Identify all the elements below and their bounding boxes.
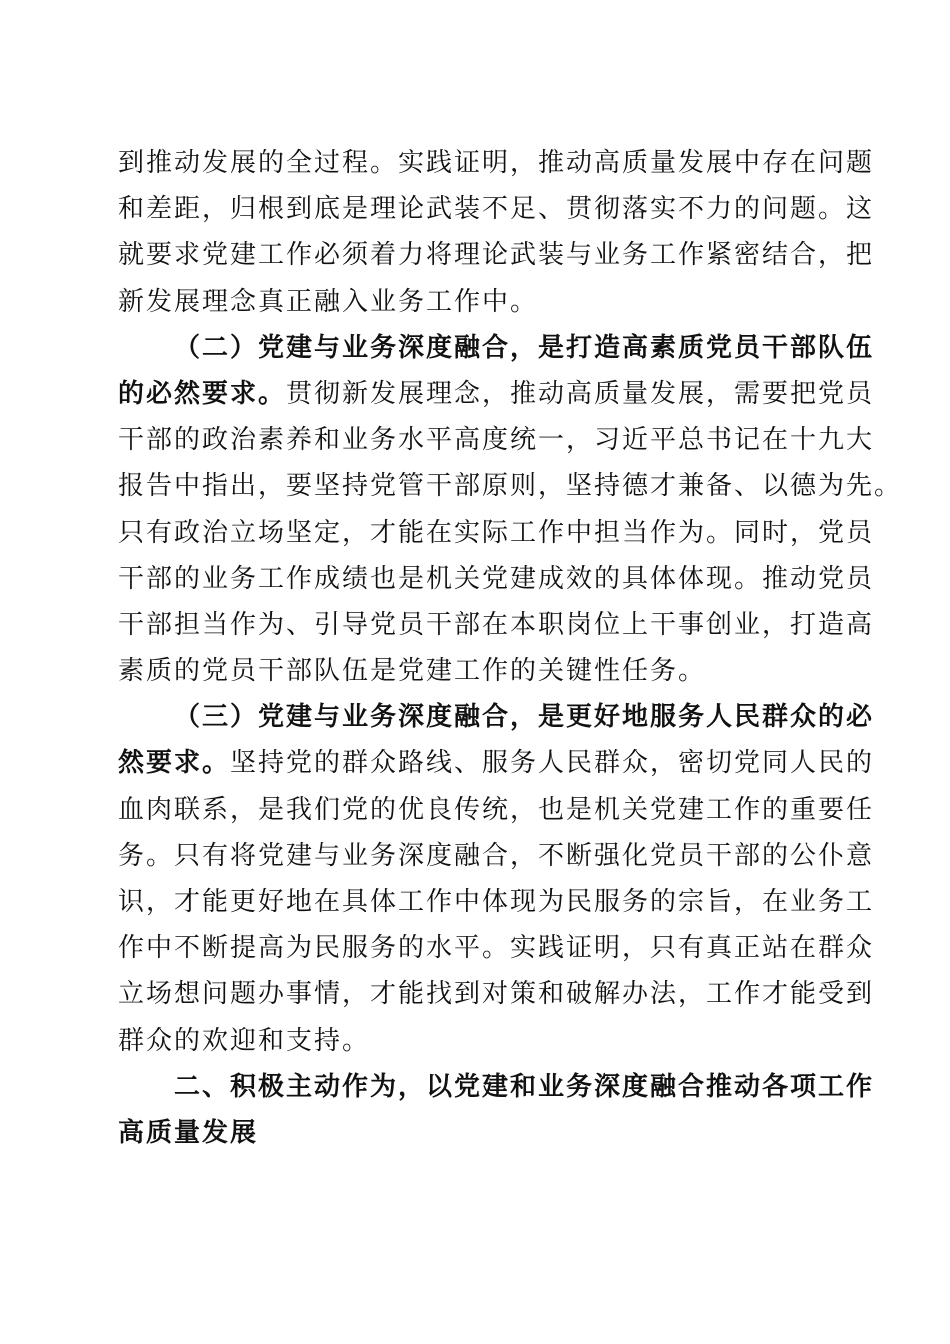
- paragraph-2-line-7: 干部担当作为、引导党员干部在本职岗位上干事创业，打造高: [118, 609, 875, 640]
- paragraph-3-line-5: 识，才能更好地在具体工作中体现为民服务的宗旨，在业务工: [118, 887, 875, 917]
- paragraph-3-line-6: 作中不断提高为民服务的水平。实践证明，只有真正站在群众: [118, 933, 875, 964]
- paragraph-3-heading-end: 然要求。: [118, 748, 231, 779]
- paragraph-2-line-2: [118, 371, 875, 417]
- paragraph-3-line-3: 血肉联系，是我们党的优良传统，也是机关党建工作的重要任: [118, 794, 875, 825]
- paragraph-1-line-1: 到推动发展的全过程。实践证明，推动高质量发展中存在问题: [118, 148, 875, 178]
- paragraph-3-line-2: [118, 740, 875, 786]
- paragraph-1-line-2: 和差距，归根到底是理论武装不足、贯彻落实不力的问题。这: [118, 194, 875, 225]
- paragraph-1-line-3: 就要求党建工作必须着力将理论武装与业务工作紧密结合，把: [118, 240, 875, 271]
- paragraph-3-line-8: 群众的欢迎和支持。: [118, 1025, 371, 1056]
- section-heading-line-2: 高质量发展: [118, 1117, 259, 1148]
- paragraph-2-line-4: 报告中指出，要坚持党管干部原则，坚持德才兼备、以德为先。: [118, 471, 903, 502]
- paragraph-2-line-6: 干部的业务工作成绩也是机关党建成效的具体体现。推动党员: [118, 563, 875, 594]
- paragraph-3-line-7: 立场想问题办事情，才能找到对策和破解办法，工作才能受到: [118, 979, 875, 1010]
- section-heading-line-1: 二、积极主动作为，以党建和业务深度融合推动各项工作: [174, 1071, 875, 1102]
- paragraph-2-line-3: 干部的政治素养和业务水平高度统一，习近平总书记在十九大: [118, 425, 875, 456]
- paragraph-3-heading-line: （三）党建与业务深度融合，是更好地服务人民群众的必: [174, 702, 875, 733]
- paragraph-1-line-4: 新发展理念真正融入业务工作中。: [118, 286, 539, 317]
- paragraph-2-line-2-text: 贯彻新发展理念，推动高质量发展，需要把党员: [286, 378, 875, 409]
- paragraph-3-line-2-text: 坚持党的群众路线、服务人民群众，密切党同人民的: [230, 748, 875, 779]
- paragraph-2-heading-line: （二）党建与业务深度融合，是打造高素质党员干部队伍: [174, 332, 875, 363]
- paragraph-2-heading-end: 的必然要求。: [118, 378, 287, 409]
- paragraph-2-line-8: 素质的党员干部队伍是党建工作的关键性任务。: [118, 656, 707, 687]
- document-body: [118, 140, 903, 1156]
- paragraph-2-line-5: 只有政治立场坚定，才能在实际工作中担当作为。同时，党员: [118, 517, 875, 548]
- paragraph-3-line-4: 务。只有将党建与业务深度融合，不断强化党员干部的公仆意: [118, 840, 875, 871]
